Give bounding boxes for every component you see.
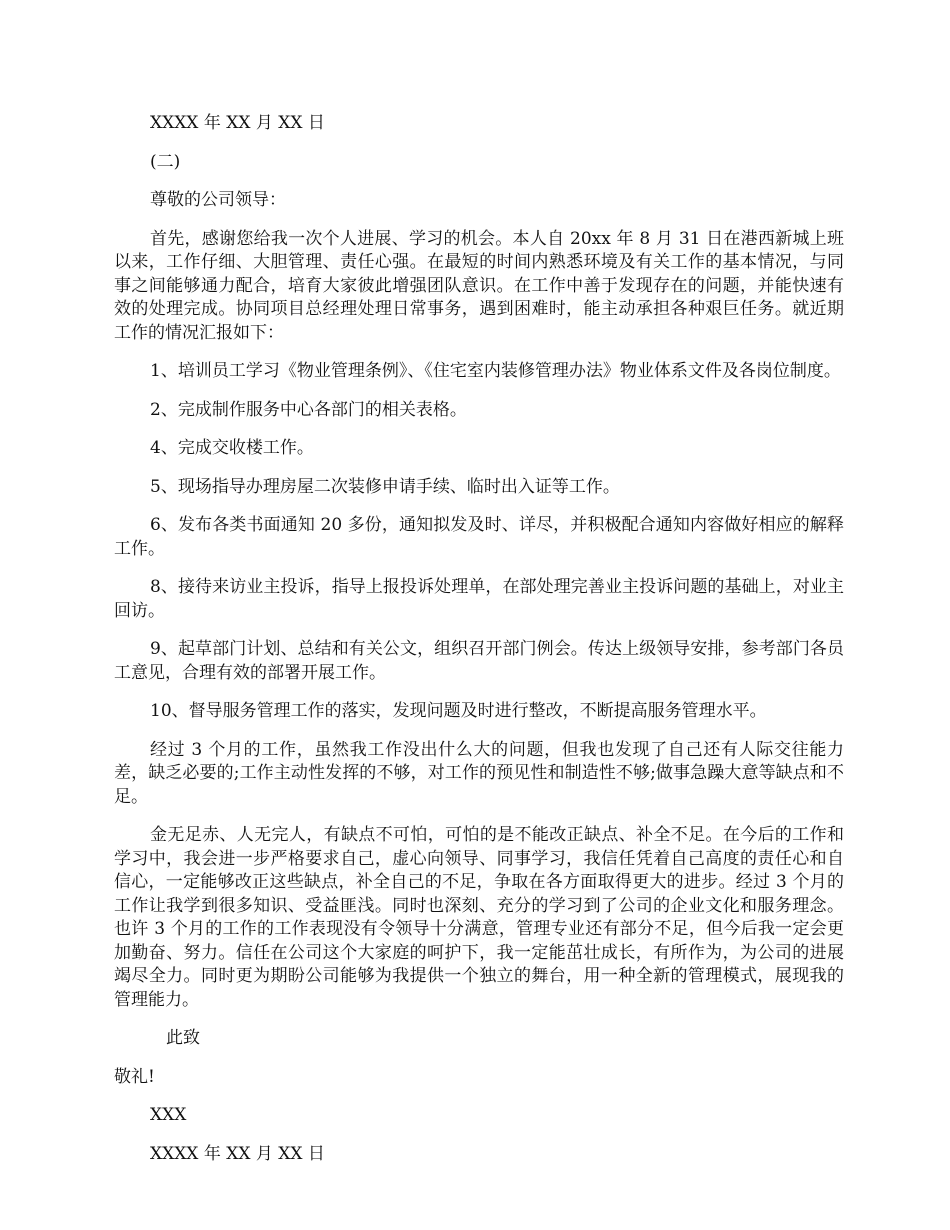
list-item: 2、完成制作服务中心各部门的相关表格。 <box>150 399 467 420</box>
list-item: 6、发布各类书面通知 20 多份，通知拟发及时、详尽，并积极配合通知内容做好相应的解释工作。 <box>114 515 844 559</box>
closing-cizhi: 此致 <box>166 1028 200 1048</box>
intro-paragraph: 首先，感谢您给我一次个人进展、学习的机会。本人自 20xx 年 8 月 31 日在港西新城上班以来，工作仔细、大胆管理、责任心强。在最短的时间内熟悉环境及有关工作的基本情况，与同事之间能够通力配合，培育大家彼此增强团队意识。在工作中善于发现存在的问题，并能快速有效的处理完成。协同项目总经理处理日常事务，遇到困难时，能主动承担各种艰巨任务。就近期工作的情况汇报如下： <box>114 228 844 343</box>
reflection-paragraph: 经过 3 个月的工作，虽然我工作没出什么大的问题，但我也发现了自己还有人际交往能力差，缺乏必要的;工作主动性发挥的不够，对工作的预见性和制造性不够;做事急躁大意等缺点和不足。 <box>114 739 844 807</box>
section-marker: (二) <box>150 151 181 172</box>
list-item: 4、完成交收楼工作。 <box>150 438 314 458</box>
salutation: 尊敬的公司领导： <box>150 190 286 210</box>
bottom-date: XXXX 年 XX 月 XX 日 <box>150 1143 325 1164</box>
closing-jingli: 敬礼! <box>114 1066 155 1087</box>
list-item: 5、现场指导办理房屋二次装修申请手续、临时出入证等工作。 <box>150 476 620 497</box>
list-item: 1、培训员工学习《物业管理条例》、《住宅室内装修管理办法》物业体系文件及各岗位制度。 <box>150 361 841 381</box>
document-page <box>114 112 844 1181</box>
signature: XXX <box>150 1105 187 1125</box>
list-item: 10、督导服务管理工作的落实，发现问题及时进行整改，不断提高服务管理水平。 <box>150 701 767 721</box>
top-date: XXXX 年 XX 月 XX 日 <box>150 113 325 133</box>
outlook-paragraph: 金无足赤、人无完人，有缺点不可怕，可怕的是不能改正缺点、补全不足。在今后的工作和学习中，我会进一步严格要求自己，虚心向领导、同事学习，我信任凭着自己高度的责任心和自信心，一定能够改正这些缺点，补全自己的不足，争取在各方面取得更大的进步。经过 3 个月的工作让我学到很多知识、受益匪浅。同时也深刻、充分的学习到了公司的企业文化和服务理念。也许 3 个月的工作的工作表现没有令领导十分满意，管理专业还有部分不足，但今后我一定会更加勤奋、努力。信任在公司这个大家庭的呵护下，我一定能茁壮成长，有所作为，为公司的进展竭尽全力。同时更为期盼公司能够为我提供一个独立的舞台，用一种全新的管理模式，展现我的管理能力。 <box>114 825 844 1010</box>
list-item: 8、接待来访业主投诉，指导上报投诉处理单，在部处理完善业主投诉问题的基础上，对业主回访。 <box>114 577 844 621</box>
list-item: 9、起草部门计划、总结和有关公文，组织召开部门例会。传达上级领导安排，参考部门各员工意见，合理有效的部署开展工作。 <box>114 639 844 683</box>
